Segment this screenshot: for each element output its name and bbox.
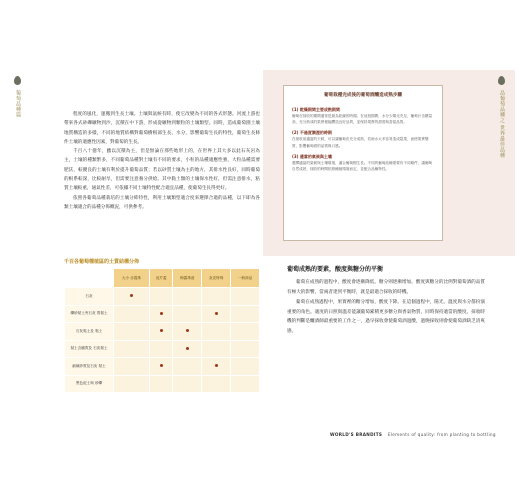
table-cell xyxy=(173,358,202,376)
footer-brand: WORLD'S BRANDITS xyxy=(330,432,383,437)
card-item-text: 在採收前適當的天候，可以讓葡萄皮充分成熟，若雨水太多容易造成裂果，而使果實變質，影響葡萄酒的品質與口感。 xyxy=(292,137,429,148)
footer-text: Elements of quality: from planting to bottling xyxy=(387,432,496,437)
soil-table xyxy=(64,268,260,393)
table-cell xyxy=(231,375,260,393)
table-cell xyxy=(202,340,231,358)
table-row xyxy=(65,375,260,393)
card-item xyxy=(292,106,434,125)
table-header-cell xyxy=(65,269,114,288)
table-row xyxy=(65,340,260,358)
drop-icon xyxy=(498,76,505,85)
table-cell xyxy=(231,305,260,323)
section-title: 葡萄成熟的要素，酸度與糖分的平衡 xyxy=(287,266,384,273)
table-row-label: 石灰黏土及 黏土 xyxy=(65,323,114,341)
table-row-label: 黑色泥土與 砂礫 xyxy=(65,375,114,393)
table-header-cell: 大小 赤霞珠 xyxy=(114,269,150,288)
left-paragraph-1: 程度的風化，運搬到生長土壤。土壤與氣候有時，使它改變為不同的各式形態。河流上游也帶來各式砂礫礦物到沙，沉積在中下游，形成從礦物到顆粒的土壤類型。同時，造成葡萄園土壤地質構造的多樣，不同的地質結構對葡萄樹根部生長、水分，影響葡萄生長的特性，葡萄生長條件土壤的適應性因素，對葡萄的生長。 xyxy=(64,112,260,145)
card-item-text: 葡萄在採收的期間通常是最為乾燥的時期。在這段期間，水分少陽光充足，葡萄汁含糖量高，充分熟成的果實便能釀造良好品質，並保持果實的甜度與香氣品質。 xyxy=(292,114,433,125)
table-row-label: 黏土含鐵質及 石灰黏土 xyxy=(65,340,114,358)
table-row-label: 細緻砂質及石灰 黏土 xyxy=(65,358,114,376)
mark-dot-icon xyxy=(215,364,218,367)
table-cell xyxy=(114,323,150,341)
table-cell xyxy=(173,375,202,393)
card-item xyxy=(292,129,434,148)
right-paragraph-2: 葡萄在成熟過程中，果實裡的糖分增加，酸度下降。在這個過程中，陽光、溫度與水分都扮演重要的角色。適度的日照與溫差能讓葡萄累積更多糖分與香氣物質，同時保持適當的酸度。採收時機的判斷是釀酒師最重要的工作之一，過早採收會使葡萄酒過酸，過晚採收則會使葡萄酒缺乏清爽感。 xyxy=(287,300,485,334)
mark-dot-icon xyxy=(186,329,189,332)
card-item-heading: (3) 適當的氣候與土壤 xyxy=(292,153,332,159)
table-row-label: 礫砂黏土夾石灰 質黏土 xyxy=(65,305,114,323)
mark-dot-icon xyxy=(160,329,163,332)
card-item-heading: (2) 不過度潮溼的時期 xyxy=(292,130,332,136)
table-row-label: 石灰 xyxy=(65,288,114,306)
table-cell xyxy=(114,305,150,323)
right-side-mark: 品葡萄品種之 世界最佳品種 xyxy=(499,90,505,159)
card-item-heading: (1) 乾燥期間主要成熟期間 xyxy=(292,107,340,112)
mark-dot-icon xyxy=(215,312,218,315)
mark-dot-icon xyxy=(130,294,133,297)
table-cell xyxy=(114,288,150,306)
table-cell xyxy=(202,375,231,393)
mark-dot-icon xyxy=(160,312,163,315)
table-row xyxy=(65,288,260,306)
page-footer xyxy=(330,432,496,437)
table-row xyxy=(65,305,260,323)
card-item-text: 選擇適當的氣候與土壤環境，適合葡萄樹生長。不同的葡萄品種需要有不同條件，讓葡萄自然成熟，採收的時間依照種植環境而定，並配合品種特性。 xyxy=(292,160,433,172)
table-header-cell: 一般神品 xyxy=(231,269,260,288)
card-item xyxy=(292,153,434,172)
left-paragraph-2: 千百八十億年，雖以沉積為主，但是無論在那些地形上的，在世界上其大多以此石灰岩為主，土壤的種類繁多，不同葡萄品種對土壤有不同的要求，小粒的品種適應性強，大粒品種需要肥沃，較優良的土壤有利於提升葡萄品質；若以砂質土壤為主的地方，其排水性良好，同時葡萄的根系較深，比較耐旱，但需要注意養分供給。其中黏土類的土壤保水性好，但需注意排水，粘質土壤較重，通氣性差，可依據不同土壤特性配合適宜品種，使葡萄生長得更好。 xyxy=(64,149,260,192)
table-cell xyxy=(114,358,150,376)
table-cell xyxy=(202,305,231,323)
table-cell xyxy=(231,358,260,376)
table-cell xyxy=(149,340,173,358)
table-cell xyxy=(202,358,231,376)
mark-dot-icon xyxy=(160,364,163,367)
table-header-row xyxy=(65,269,260,288)
info-card xyxy=(283,85,443,241)
right-body-text xyxy=(287,278,485,337)
table-cell xyxy=(202,323,231,341)
table-cell xyxy=(149,288,173,306)
table-cell xyxy=(173,340,202,358)
drop-icon xyxy=(14,76,21,85)
table-cell xyxy=(114,340,150,358)
table-cell xyxy=(114,375,150,393)
card-title: 葡萄栽種完成後的葡萄酒釀造成熟步驟 xyxy=(323,93,403,98)
left-side-mark: 葡萄品種篇 xyxy=(15,90,21,118)
table-cell xyxy=(149,323,173,341)
table-row xyxy=(65,358,260,376)
table-header-cell: 梅露珠渣 xyxy=(173,269,202,288)
table-row xyxy=(65,323,260,341)
right-paragraph-1: 葡萄在成熟的過程中，酸度會逐漸降低，糖分則逐漸增加。酸度與糖分的比例對葡萄酒的品質有極大的影響，當兩者達到平衡時，就是最適合採收的時機。 xyxy=(287,280,485,295)
table-title: 千百各葡萄種植區的土質結構分佈 xyxy=(64,259,140,265)
table-cell xyxy=(173,323,202,341)
table-cell xyxy=(202,288,231,306)
table-header-cell: 灰皮特珠 xyxy=(202,269,231,288)
table-cell xyxy=(231,340,260,358)
card-list xyxy=(292,106,434,176)
table-header-cell: 這芹蓋 xyxy=(149,269,173,288)
table-cell xyxy=(173,288,202,306)
table-cell xyxy=(149,358,173,376)
table-cell xyxy=(149,375,173,393)
left-paragraph-3: 依照各葡萄品種栽培的土壤分佈特性，利用土壤類型適合度來選擇合適的品種，以下即為各類土壤適合的品種分佈概況，可供參考。 xyxy=(64,195,260,210)
table-cell xyxy=(173,305,202,323)
table-cell xyxy=(231,323,260,341)
left-body-text xyxy=(64,110,260,212)
mark-dot-icon xyxy=(186,347,189,350)
table-cell xyxy=(149,305,173,323)
table-cell xyxy=(231,288,260,306)
